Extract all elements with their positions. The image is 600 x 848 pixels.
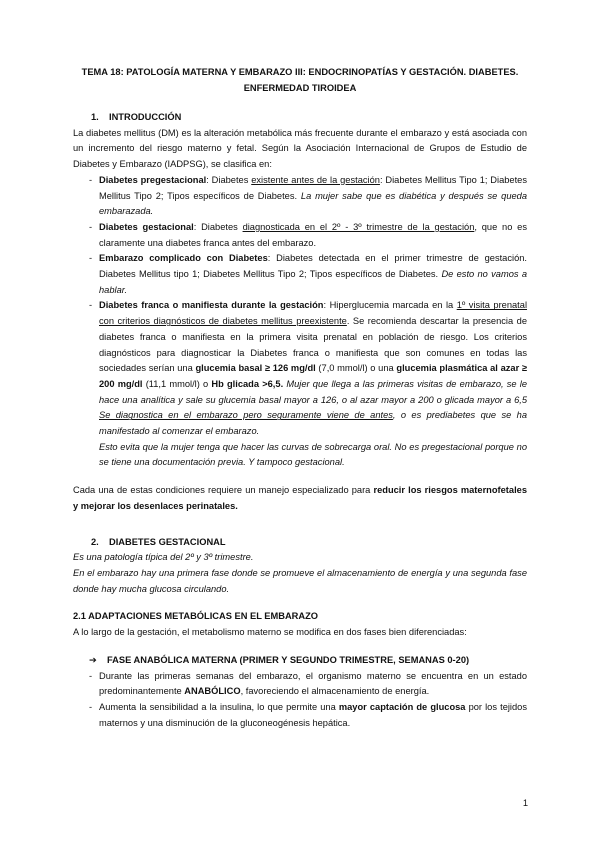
section-2-note-2: En el embarazo hay una primera fase donde se promueve el almacenamiento de energía y una segunda fase donde hay mucha glucosa circulando. bbox=[73, 567, 527, 594]
phase-item-2: - Aumenta la sensibilidad a la insulina, lo que permite una mayor captación de glucosa por los tejidos maternos y una disminución de la gluconeogénesis hepática. bbox=[73, 700, 527, 731]
section-2-1-text: A lo largo de la gestación, el metabolismo materno se modifica en dos fases bien diferenciadas: bbox=[73, 627, 467, 638]
section-2-number: 2. bbox=[91, 536, 99, 547]
section-1-title: INTRODUCCIÓN bbox=[109, 112, 182, 122]
list-item-gestacional: - Diabetes gestacional: Diabetes diagnosticada en el 2º - 3º trimestre de la gestación, que no es claramente una diabetes franca antes del embarazo. bbox=[73, 220, 527, 251]
section-2-heading bbox=[91, 535, 527, 551]
section-2-1-heading: 2.1 ADAPTACIONES METABÓLICAS EN EL EMBARAZO bbox=[73, 611, 319, 622]
franca-note: Esto evita que la mujer tenga que hacer las curvas de sobrecarga oral. No es pregestacional porque no se tiene una documentación previa. Y tampoco gestacional. bbox=[99, 441, 527, 468]
arrow-icon: ➔ bbox=[89, 654, 97, 665]
section-1-heading bbox=[91, 110, 527, 126]
intro-paragraph: La diabetes mellitus (DM) es la alteración metabólica más frecuente durante el embarazo y está asociada con un incremento del riesgo materno y fetal. Según la Asociación Internacional de Grupos de Estudio de Diabetes y Embarazo (IADPSG), se clasifica en: bbox=[73, 127, 527, 170]
closing-paragraph: Cada una de estas condiciones requiere un manejo especializado para reducir los riesgos maternofetales y mejorar los desenlaces perinatales. bbox=[73, 485, 527, 511]
page-number: 1 bbox=[522, 798, 528, 808]
list-item-complicado: - Embarazo complicado con Diabetes: Diabetes detectada en el primer trimestre de gestación. Diabetes Mellitus tipo 1; Diabetes Mellitus Tipo 2; Tipos específicos de Diabetes. De esto no vamos a hablar. bbox=[73, 251, 527, 298]
phase-list bbox=[73, 669, 527, 732]
section-1-number: 1. bbox=[91, 112, 99, 122]
document-page bbox=[73, 64, 527, 731]
phase-title: FASE ANABÓLICA MATERNA (PRIMER Y SEGUNDO TRIMESTRE, SEMANAS 0-20) bbox=[107, 654, 470, 665]
document-title: TEMA 18: PATOLOGÍA MATERNA Y EMBARAZO III: ENDOCRINOPATÍAS Y GESTACIÓN. DIABETES. ENFERMEDAD TIROIDEA bbox=[81, 67, 519, 93]
list-item-franca: - Diabetes franca o manifiesta durante la gestación: Hiperglucemia marcada en la 1º visita prenatal con criterios diagnósticos de diabetes mellitus preexistente. Se recomienda descartar la presencia de diabetes franca o manifiesta en la primera visita prenatal en población de riesgo. Los criterios diagnósticos para diagnosticar la Diabetes franca o manifiesta que son comunes en todas las sociedades serían una glucemia basal ≥ 126 mg/dl (7,0 mmol/l) o una glucemia plasmática al azar ≥ 200 mg/dl (11,1 mmol/l) o Hb glicada >6,5. Mujer que llega a las primeras visitas de embarazo, se le hace una analítica y sale su glucemia basal mayor a 126, o al azar mayor a 200 o glicada mayor a 6,5 Se diagnostica en el embarazo pero seguramente viene de antes, o es prediabetes que se ha manifestado al comenzar el embarazo. Esto evita que la mujer tenga que hacer las curvas de sobrecarga oral. No es pregestacional porque no se tiene una documentación previa. Y tampoco gestacional. bbox=[73, 298, 527, 471]
section-2-title: DIABETES GESTACIONAL bbox=[109, 536, 226, 547]
list-item-pregestacional: - Diabetes pregestacional: Diabetes existente antes de la gestación: Diabetes Mellitus Tipo 1; Diabetes Mellitus Tipo 2; Tipos específicos de Diabetes. La mujer sabe que es diabética y después se queda embarazada. bbox=[73, 173, 527, 220]
phase-heading bbox=[89, 653, 527, 669]
phase-item-1: - Durante las primeras semanas del embarazo, el organismo materno se encuentra en un estado predominantemente ANABÓLICO, favoreciendo el almacenamiento de energía. bbox=[73, 669, 527, 700]
section-2-note-1: Es una patología típica del 2º y 3º trimestre. bbox=[73, 552, 254, 563]
classification-list bbox=[73, 173, 527, 471]
